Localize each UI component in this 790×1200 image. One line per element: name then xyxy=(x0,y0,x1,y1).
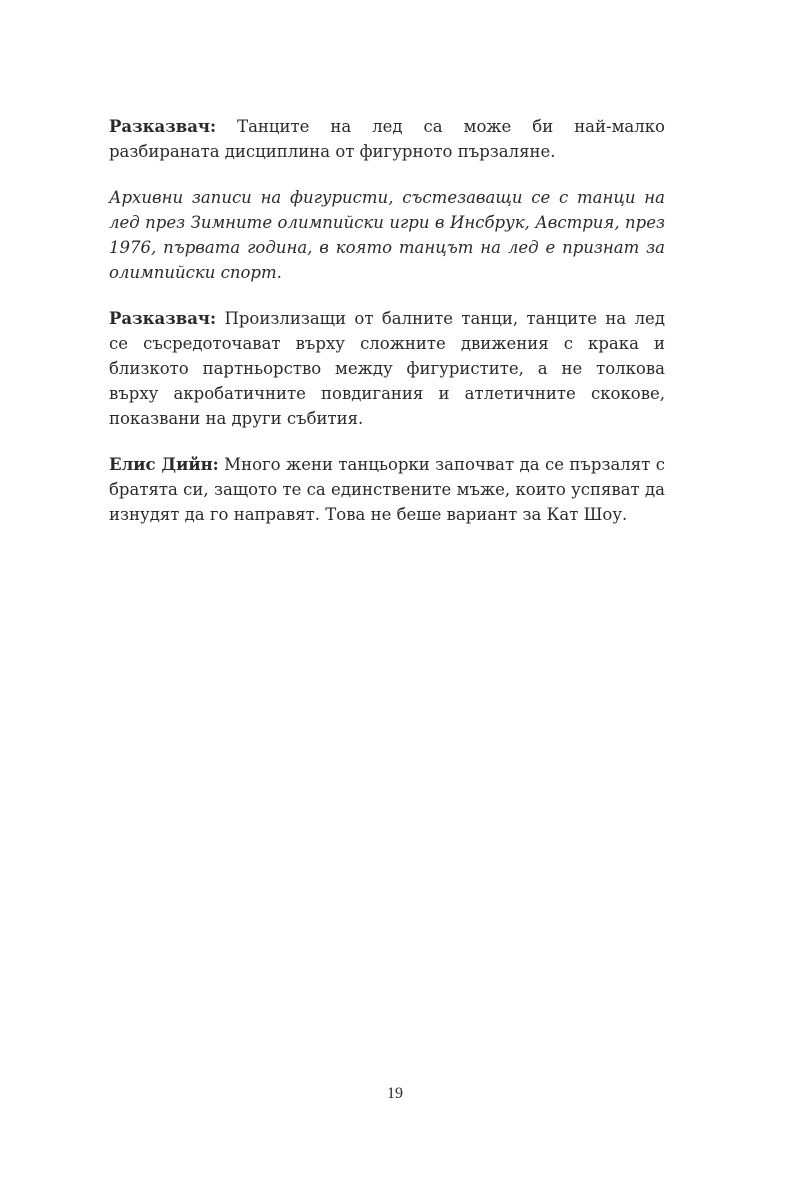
speaker-label: Разказвач: xyxy=(109,117,217,136)
speaker-label: Елис Дийн: xyxy=(109,455,219,474)
paragraph-text: Много жени танцьорки започват да се пързалят с братята си, защото те са единствените мъже, които успяват да изнудят да го направят. Това не беше вариант за Кат Шоу. xyxy=(109,455,665,524)
paragraph-text: Архивни записи на фигуристи, състезаващи се с танци на лед през Зимните олимпийски игри в Инсбрук, Австрия, през 1976, първата година, в която танцът на лед е признат за олимпийски спорт. xyxy=(109,188,665,282)
paragraph-text: Произлизащи от балните танци, танците на лед се съсредоточават върху сложните движения с крака и близкото партньорство между фигуристите, а не толкова върху акробатичните повдигания и атлетичните скокове, показвани на други събития. xyxy=(109,309,665,428)
page-number: 19 xyxy=(387,1085,403,1102)
page-body xyxy=(109,114,665,548)
narrator-paragraph-2 xyxy=(109,306,665,431)
elis-deen-paragraph xyxy=(109,452,665,527)
narrator-paragraph-1 xyxy=(109,114,665,164)
speaker-label: Разказвач: xyxy=(109,309,217,328)
paragraph-text: Танците на лед са може би най-малко разбираната дисциплина от фигурното пързаляне. xyxy=(109,117,665,161)
archive-description-paragraph xyxy=(109,185,665,285)
